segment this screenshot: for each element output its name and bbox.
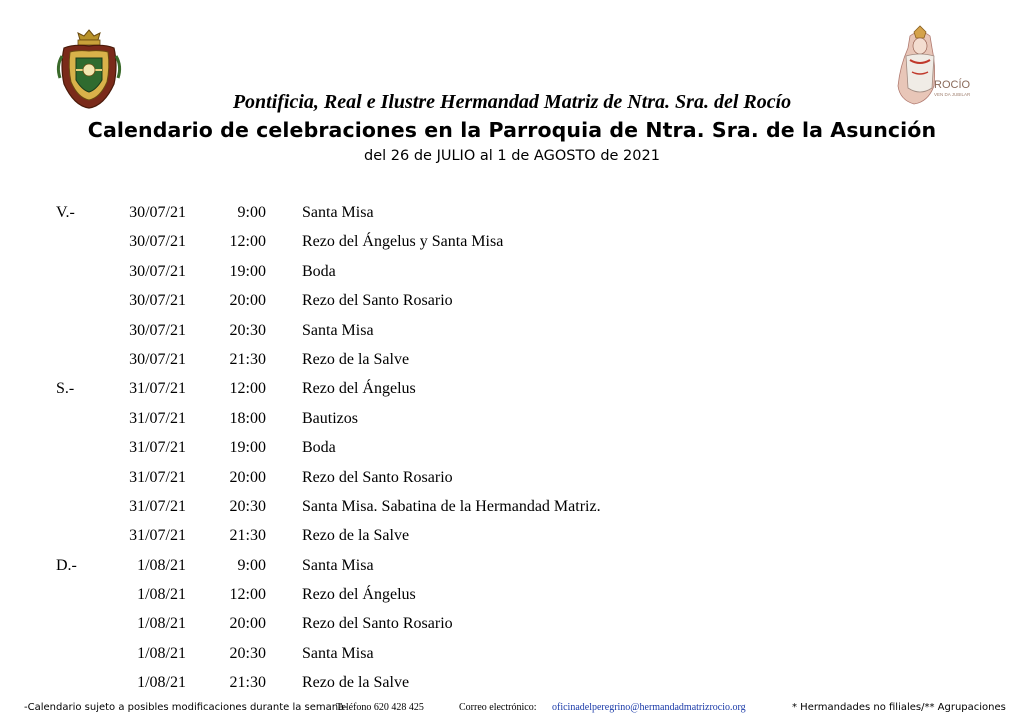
footer-legend: * Hermandades no filiales/** Agrupaciones (792, 702, 1006, 713)
schedule-time: 21:30 (229, 350, 266, 368)
schedule-date: 31/07/21 (129, 527, 186, 545)
brotherhood-title: Pontificia, Real e Ilustre Hermandad Matriz de Ntra. Sra. del Rocío (232, 91, 792, 113)
schedule-date: 31/07/21 (129, 380, 186, 398)
schedule-time: 18:00 (229, 409, 266, 427)
schedule-event: Santa Misa (302, 204, 374, 221)
schedule-row (0, 316, 1024, 345)
schedule-row (0, 433, 1024, 462)
footer (0, 701, 1024, 719)
schedule-time: 20:00 (229, 615, 266, 633)
schedule-event: Santa Misa (302, 321, 374, 339)
schedule-row (0, 404, 1024, 433)
schedule-date: 31/07/21 (129, 439, 186, 457)
schedule-date: 30/07/21 (129, 292, 186, 310)
schedule-date: 30/07/21 (129, 321, 186, 339)
schedule-date: 30/07/21 (129, 350, 186, 368)
schedule-event: Rezo del Santo Rosario (302, 292, 453, 310)
schedule-event: Rezo del Ángelus y Santa Misa (302, 233, 504, 251)
schedule-row (0, 198, 1024, 227)
schedule-row (0, 345, 1024, 374)
schedule-row (0, 463, 1024, 492)
schedule-date: 1/08/21 (137, 644, 186, 662)
schedule-event: Rezo del Ángelus (302, 380, 416, 398)
schedule-time: 21:30 (229, 674, 266, 692)
schedule-date: 1/08/21 (137, 615, 186, 633)
footer-email-link[interactable]: oficinadelperegrino@hermandadmatrizrocio.org (552, 702, 746, 713)
footer-note: -Calendario sujeto a posibles modificaciones durante la semana- (24, 702, 348, 713)
footer-phone: Teléfono 620 428 425 (336, 702, 424, 713)
schedule-date: 31/07/21 (129, 468, 186, 486)
schedule-time: 19:00 (229, 439, 266, 457)
schedule-time: 20:00 (229, 292, 266, 310)
schedule-date: 30/07/21 (129, 233, 186, 251)
schedule-event: Rezo del Santo Rosario (302, 615, 453, 633)
schedule-row (0, 551, 1024, 580)
schedule-row (0, 609, 1024, 638)
schedule-date: 1/08/21 (137, 674, 186, 692)
date-range: del 26 de JULIO al 1 de AGOSTO de 2021 (364, 148, 660, 164)
schedule-event: Rezo del Santo Rosario (302, 468, 453, 486)
schedule-row (0, 374, 1024, 403)
schedule-row (0, 639, 1024, 668)
schedule-event: Rezo del Ángelus (302, 586, 416, 604)
schedule-row (0, 492, 1024, 521)
schedule-date: 30/07/21 (129, 204, 186, 221)
schedule-event: Santa Misa (302, 556, 374, 574)
schedule-date: 30/07/21 (129, 262, 186, 280)
schedule-day: V.- (56, 204, 75, 221)
schedule-row (0, 668, 1024, 697)
schedule-time: 12:00 (229, 380, 266, 398)
schedule-row (0, 227, 1024, 256)
schedule-event: Boda (302, 439, 336, 457)
schedule-event: Santa Misa (302, 644, 374, 662)
schedule-time: 21:30 (229, 527, 266, 545)
schedule-time: 12:00 (229, 233, 266, 251)
schedule-day: D.- (56, 556, 77, 574)
schedule-date: 1/08/21 (137, 586, 186, 604)
schedule-time: 19:00 (229, 262, 266, 280)
calendar-title: Calendario de celebraciones en la Parroquia de Ntra. Sra. de la Asunción (87, 118, 937, 142)
schedule-row (0, 257, 1024, 286)
schedule-row (0, 286, 1024, 315)
rocio-logo-subtext: VEN DA JUBILAR (934, 92, 971, 97)
schedule-date: 31/07/21 (129, 409, 186, 427)
schedule-event: Boda (302, 262, 336, 280)
schedule-time: 20:30 (229, 644, 266, 662)
schedule-event: Rezo de la Salve (302, 674, 410, 692)
schedule-row (0, 521, 1024, 550)
schedule-row (0, 580, 1024, 609)
schedule-event: Bautizos (302, 409, 358, 427)
rocio-logo-text: ROCÍO (934, 79, 971, 91)
schedule-list (0, 198, 1024, 698)
schedule-time: 9:00 (237, 556, 266, 574)
schedule-event: Rezo de la Salve (302, 350, 410, 368)
footer-email-label: Correo electrónico: (459, 702, 537, 713)
schedule-time: 20:00 (229, 468, 266, 486)
schedule-time: 20:30 (229, 321, 266, 339)
schedule-time: 20:30 (229, 497, 266, 515)
schedule-day: S.- (56, 380, 75, 398)
schedule-time: 9:00 (237, 204, 266, 221)
schedule-date: 31/07/21 (129, 497, 186, 515)
schedule-time: 12:00 (229, 586, 266, 604)
schedule-date: 1/08/21 (137, 556, 186, 574)
schedule-event: Rezo de la Salve (302, 527, 410, 545)
schedule-event: Santa Misa. Sabatina de la Hermandad Matriz. (302, 497, 601, 515)
